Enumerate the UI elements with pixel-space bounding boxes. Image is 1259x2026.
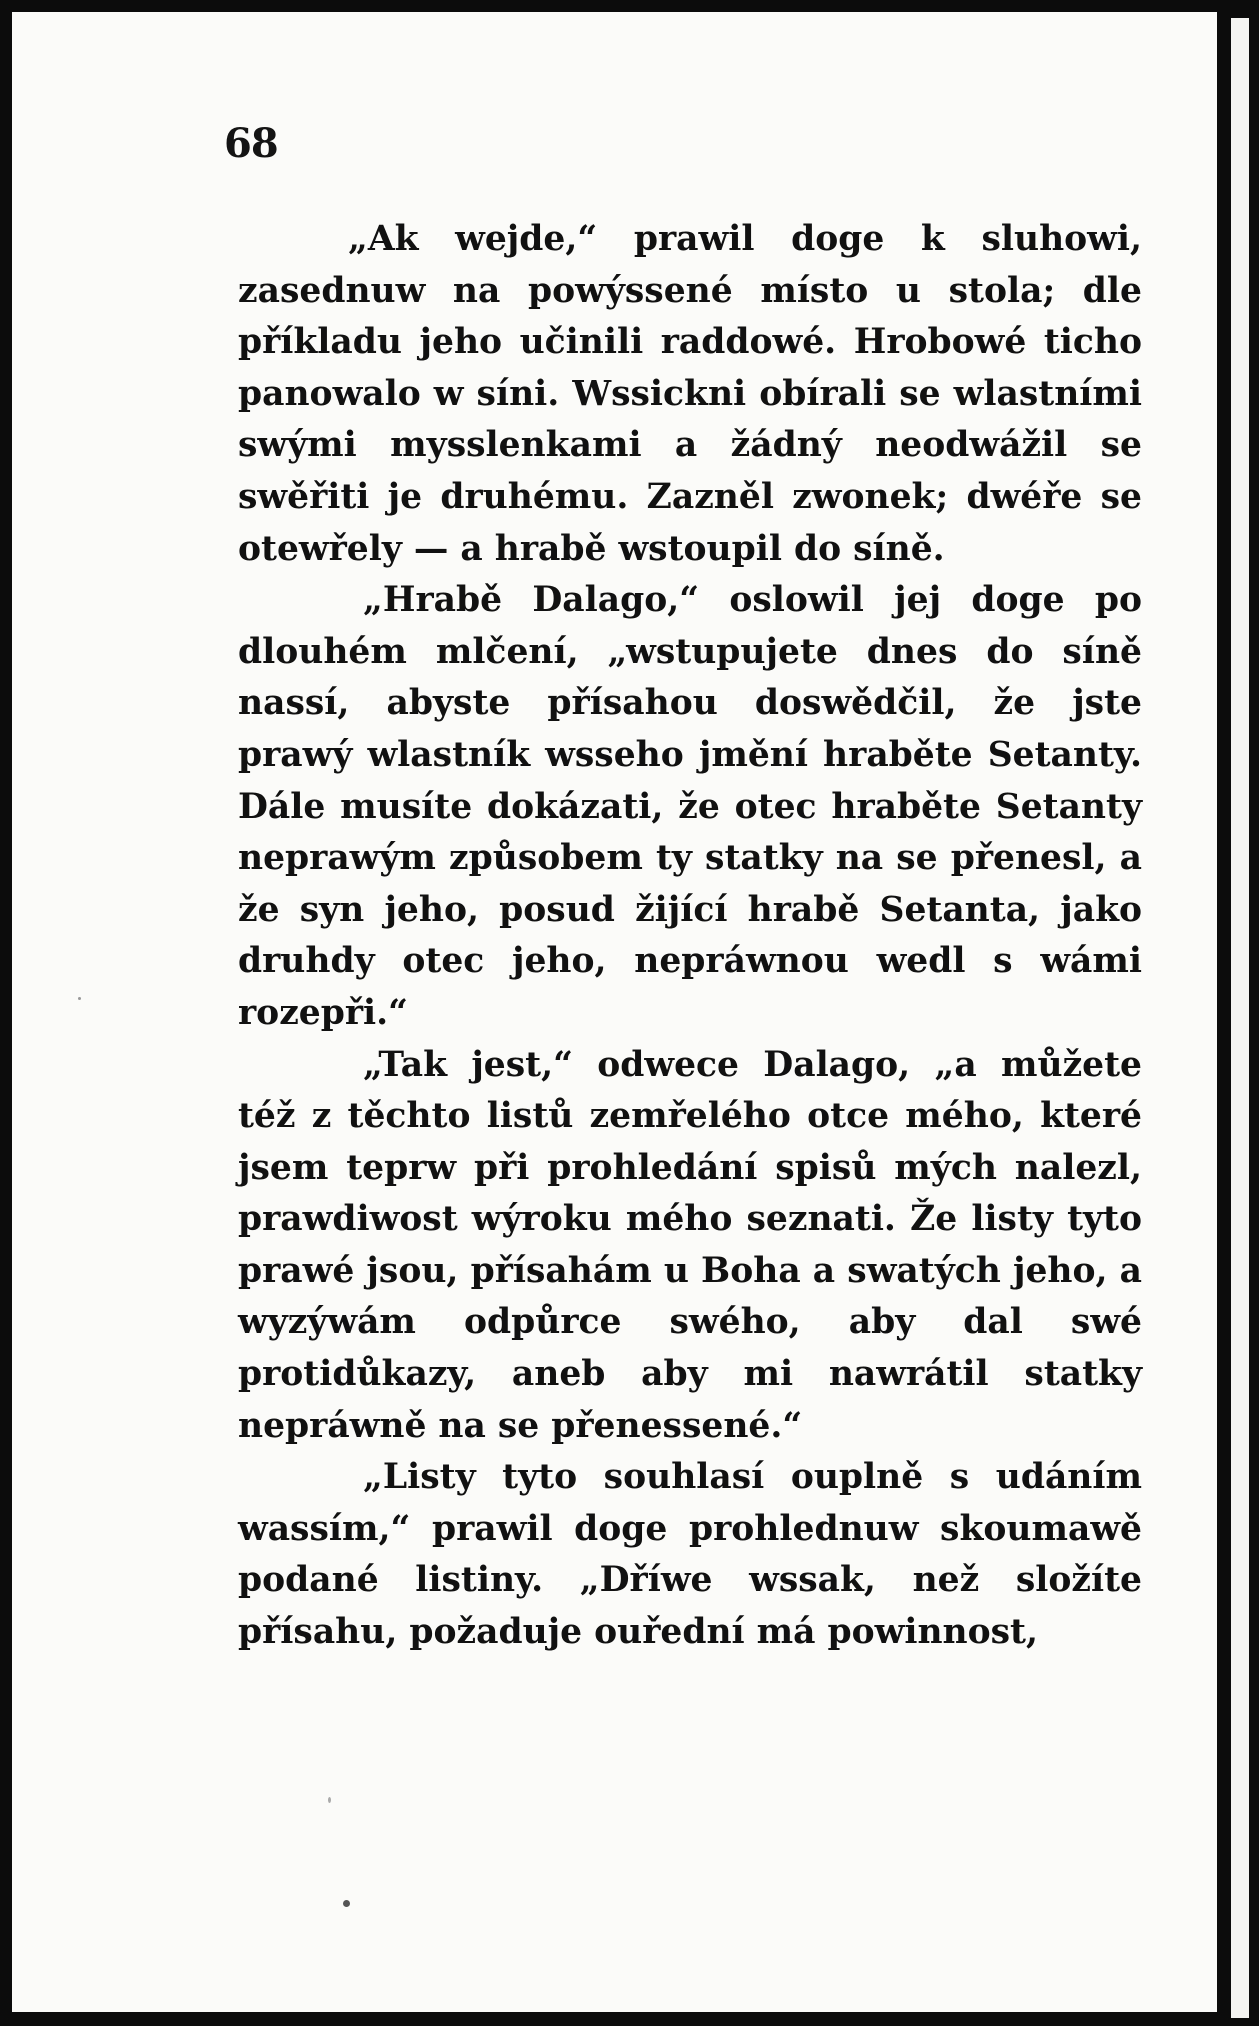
- facing-page-edge: [1231, 18, 1249, 2018]
- paper-speck: [343, 1900, 350, 1907]
- paragraph: „Tak jest,“ odwece Dalago, „a můžete též z těchto listů zemřelého otce mého, které jsem teprw při prohledání spisů mých nalezl, prawdiwost wýroku mého seznati. Že listy tyto prawé jsou, přísahám u Boha a swatých jeho, a wyzýwám odpůrce swého, aby dal swé protidůkazy, aneb aby mi nawrátil statky nepráwně na se přenessené.“: [238, 1044, 1142, 1446]
- page-number: 68: [224, 120, 278, 167]
- paragraph: „Hrabě Dalago,“ oslowil jej doge po dlouhém mlčení, „wstupujete dnes do síně nassí, abyste přísahou doswědčil, že jste prawý wlastník wsseho jmění hraběte Setanty. Dále musíte dokázati, že otec hraběte Setanty neprawým způsobem ty statky na se přenesl, a že syn jeho, posud žijící hrabě Setanta, jako druhdy otec jeho, nepráwnou wedl s wámi rozepři.“: [238, 580, 1142, 1033]
- paper-speck: [328, 1797, 331, 1803]
- paragraph: „Ak wejde,“ prawil doge k sluhowi, zasednuw na powýssené místo u stola; dle příkladu jeho učinili raddowé. Hrobowé ticho panowalo w síni. Wssickni obírali se wlastními swými mysslenkami a žádný neodwážil se swěřiti je druhému. Zazněl zwonek; dwéře se otewřely — a hrabě wstoupil do síně.: [238, 219, 1142, 569]
- paragraph: „Listy tyto souhlasí ouplně s udáním wassím,“ prawil doge prohlednuw skoumawě podané listiny. „Dříwe wssak, než složíte přísahu, požaduje ouřední má powinnost,: [238, 1457, 1142, 1653]
- paper-speck: [78, 997, 81, 1000]
- page-text: [238, 214, 1142, 1659]
- book-page: [12, 12, 1217, 2012]
